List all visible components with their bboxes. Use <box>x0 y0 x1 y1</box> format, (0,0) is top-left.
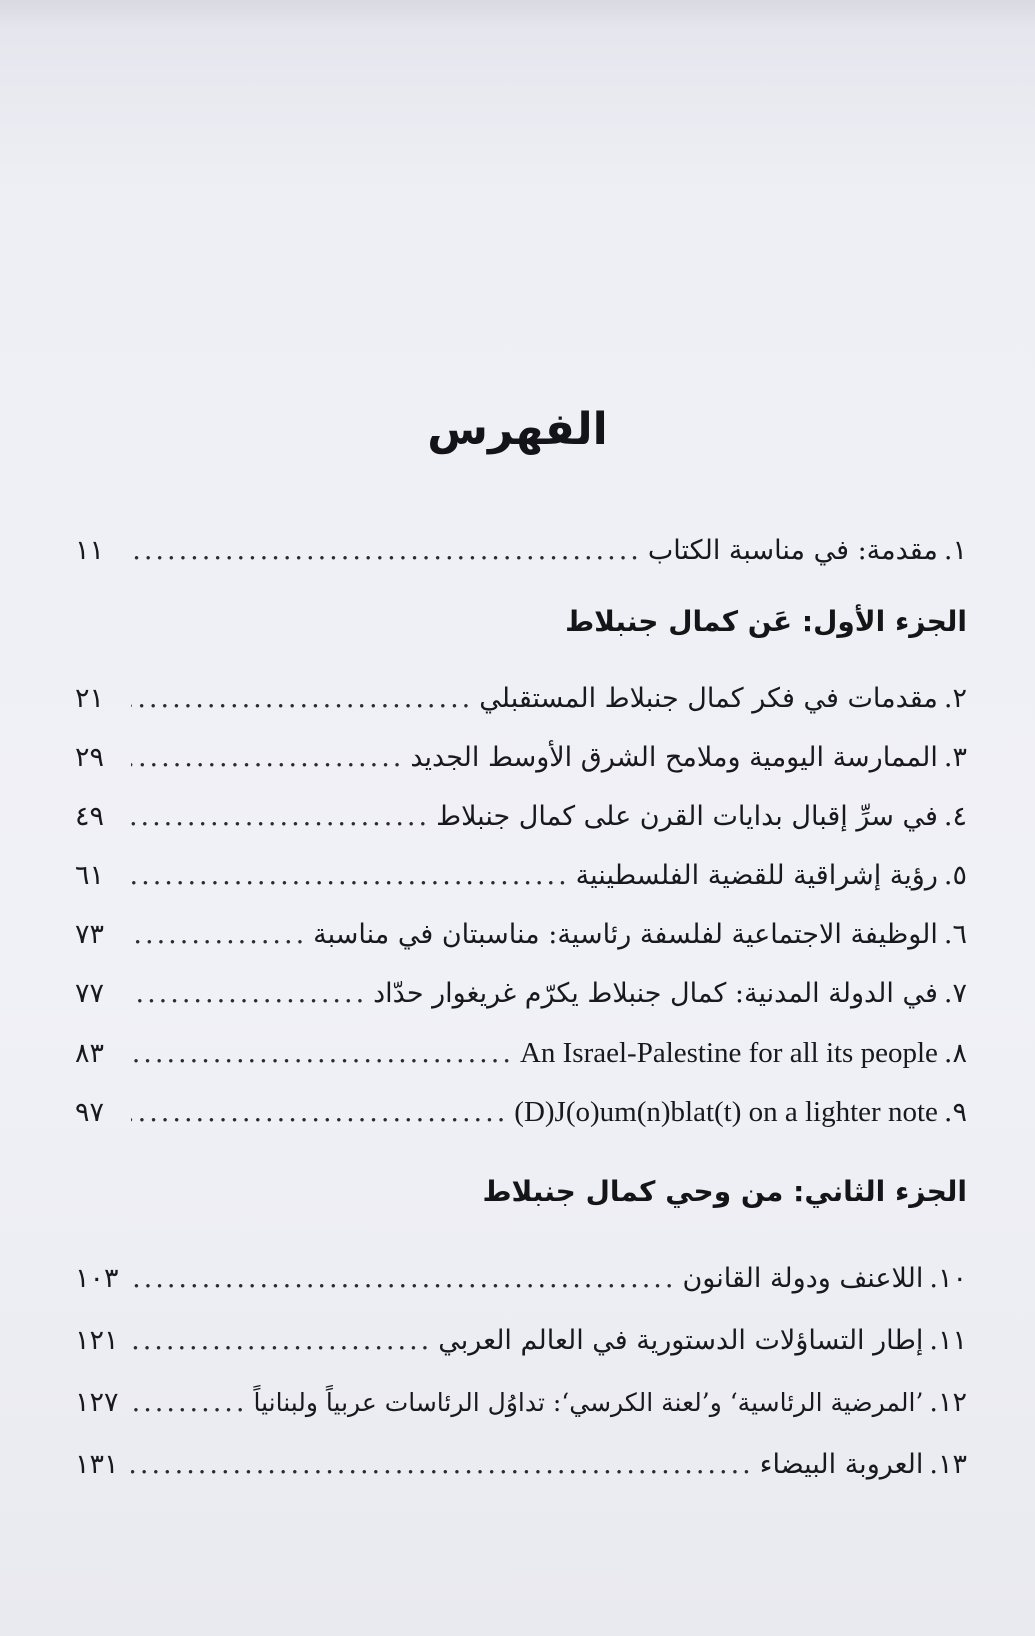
entry-number: ١٠. <box>929 1263 967 1294</box>
entry-title: مقدمات في فكر كمال جنبلاط المستقبلي <box>479 683 938 714</box>
entry-number: ٢. <box>943 683 967 714</box>
dot-leader <box>131 737 404 779</box>
entry-title: ’المرضية الرئاسية‘ و’لعنة الكرسي‘: تداوُل الرئاسات عربياً ولبنانياً <box>253 1388 924 1417</box>
entry-number: ١٢. <box>929 1387 967 1418</box>
entry-title: إطار التساؤلات الدستورية في العالم العربي <box>438 1325 924 1356</box>
toc-entry-intro <box>75 530 967 572</box>
entry-number: ١. <box>943 535 967 566</box>
entry-page-number: ١٢٧ <box>75 1387 119 1418</box>
dot-leader <box>131 1444 754 1486</box>
toc-entry <box>75 1382 967 1424</box>
entry-page-number: ١٠٣ <box>75 1263 119 1294</box>
toc-title: الفهرس <box>427 404 608 455</box>
page-top-shadow <box>0 0 1035 28</box>
entry-title: An Israel-Palestine for all its people <box>519 1037 938 1069</box>
toc-entry <box>75 1032 967 1074</box>
dot-leader <box>131 1033 514 1075</box>
dot-leader <box>131 796 430 838</box>
entry-number: ٧. <box>943 978 967 1009</box>
entry-title: الممارسة اليومية وملامح الشرق الأوسط الجديد <box>410 742 938 773</box>
entry-title: العروبة البيضاء <box>759 1449 924 1480</box>
entry-page-number: ٤٩ <box>75 801 105 832</box>
entry-page-number: ٦١ <box>75 860 105 891</box>
entry-title: الوظيفة الاجتماعية لفلسفة رئاسية: مناسبتان في مناسبة <box>313 919 938 950</box>
entry-number: ٥. <box>943 860 967 891</box>
toc-entry <box>75 855 967 897</box>
toc-entry <box>75 1320 967 1362</box>
dot-leader <box>131 678 473 720</box>
toc-entry <box>75 796 967 838</box>
entry-number: ٣. <box>943 742 967 773</box>
entry-number: ١٣. <box>929 1449 967 1480</box>
entry-title: اللاعنف ودولة القانون <box>682 1263 924 1294</box>
entry-page-number: ١١ <box>75 535 105 566</box>
part1-heading: الجزء الأول: عَن كمال جنبلاط <box>565 605 967 638</box>
entry-number: ٦. <box>943 919 967 950</box>
dot-leader <box>131 1258 676 1300</box>
entry-title: (D)J(o)um(n)blat(t) on a lighter note <box>514 1096 938 1128</box>
dot-leader <box>131 1320 432 1362</box>
entry-title: مقدمة: في مناسبة الكتاب <box>647 535 938 566</box>
toc-entry <box>75 737 967 779</box>
entry-number: ١١. <box>929 1325 967 1356</box>
toc-entry <box>75 973 967 1015</box>
toc-entry <box>75 1444 967 1486</box>
entry-page-number: ٨٣ <box>75 1038 105 1069</box>
dot-leader <box>131 855 570 897</box>
entry-title: في سرِّ إقبال بدايات القرن على كمال جنبلاط <box>436 801 938 832</box>
entry-page-number: ٢٩ <box>75 742 105 773</box>
dot-leader <box>131 1092 508 1134</box>
part2-heading: الجزء الثاني: من وحي كمال جنبلاط <box>482 1175 967 1208</box>
entry-page-number: ٩٧ <box>75 1097 105 1128</box>
entry-page-number: ٢١ <box>75 683 105 714</box>
entry-page-number: ١٣١ <box>75 1449 119 1480</box>
toc-entry <box>75 1091 967 1133</box>
entry-page-number: ٧٧ <box>75 978 105 1009</box>
toc-entry <box>75 914 967 956</box>
toc-entry <box>75 678 967 720</box>
entry-number: ٤. <box>943 801 967 832</box>
dot-leader <box>131 530 642 572</box>
dot-leader <box>131 1382 247 1424</box>
entry-title: في الدولة المدنية: كمال جنبلاط يكرّم غريغوار حدّاد <box>373 978 938 1009</box>
toc-entry <box>75 1258 967 1300</box>
entry-title: رؤية إشراقية للقضية الفلسطينية <box>575 860 938 891</box>
dot-leader <box>131 914 307 956</box>
entry-number: ٨. <box>943 1038 967 1069</box>
entry-page-number: ١٢١ <box>75 1325 119 1356</box>
entry-number: ٩. <box>943 1097 967 1128</box>
dot-leader <box>131 973 367 1015</box>
entry-page-number: ٧٣ <box>75 919 105 950</box>
